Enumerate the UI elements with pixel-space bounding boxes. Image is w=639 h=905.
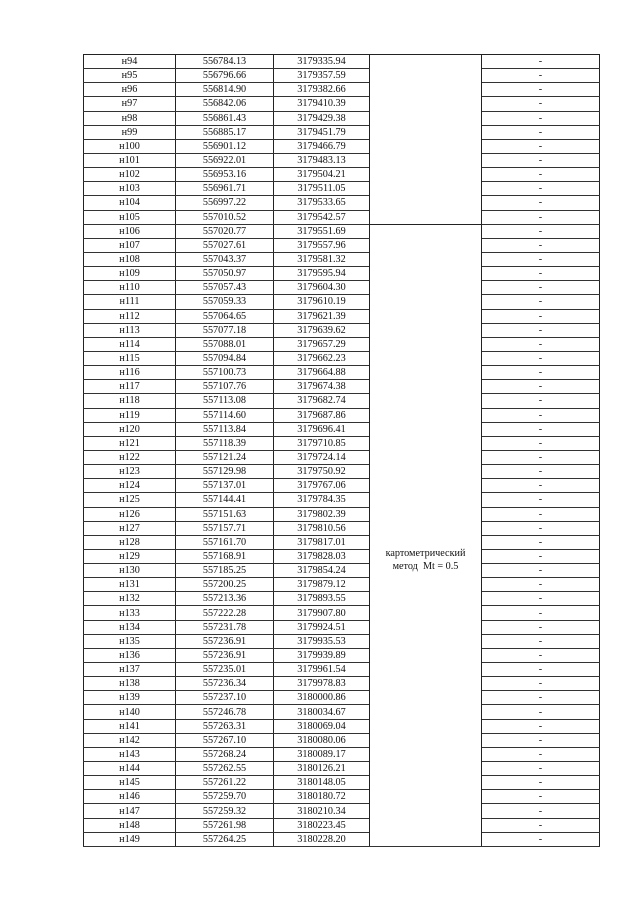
- y-coordinate-cell: 3179657.29: [274, 337, 370, 351]
- point-name-cell: н144: [84, 762, 176, 776]
- point-name-cell: н114: [84, 337, 176, 351]
- x-coordinate-cell: 557094.84: [176, 351, 274, 365]
- error-cell: -: [482, 337, 600, 351]
- error-cell: -: [482, 677, 600, 691]
- x-coordinate-cell: 557268.24: [176, 747, 274, 761]
- x-coordinate-cell: 557118.39: [176, 436, 274, 450]
- point-name-cell: н98: [84, 111, 176, 125]
- error-cell: -: [482, 351, 600, 365]
- x-coordinate-cell: 557261.22: [176, 776, 274, 790]
- y-coordinate-cell: 3179817.01: [274, 535, 370, 549]
- x-coordinate-cell: 556961.71: [176, 182, 274, 196]
- error-cell: -: [482, 366, 600, 380]
- point-name-cell: н126: [84, 507, 176, 521]
- point-name-cell: н95: [84, 69, 176, 83]
- y-coordinate-cell: 3179939.89: [274, 648, 370, 662]
- table-row: [84, 295, 600, 309]
- point-name-cell: н119: [84, 408, 176, 422]
- point-name-cell: н141: [84, 719, 176, 733]
- error-cell: -: [482, 295, 600, 309]
- y-coordinate-cell: 3179961.54: [274, 663, 370, 677]
- x-coordinate-cell: 557259.32: [176, 804, 274, 818]
- error-cell: -: [482, 790, 600, 804]
- y-coordinate-cell: 3179767.06: [274, 479, 370, 493]
- x-coordinate-cell: 556784.13: [176, 55, 274, 69]
- y-coordinate-cell: 3180089.17: [274, 747, 370, 761]
- table-row: [84, 549, 600, 563]
- error-cell: -: [482, 125, 600, 139]
- table-row: [84, 408, 600, 422]
- error-cell: -: [482, 380, 600, 394]
- error-cell: -: [482, 592, 600, 606]
- error-cell: -: [482, 139, 600, 153]
- error-cell: -: [482, 267, 600, 281]
- x-coordinate-cell: 557213.36: [176, 592, 274, 606]
- point-name-cell: н125: [84, 493, 176, 507]
- error-cell: -: [482, 663, 600, 677]
- table-row: [84, 479, 600, 493]
- table-row: [84, 267, 600, 281]
- y-coordinate-cell: 3179682.74: [274, 394, 370, 408]
- x-coordinate-cell: 557043.37: [176, 252, 274, 266]
- x-coordinate-cell: 557100.73: [176, 366, 274, 380]
- table-row: [84, 97, 600, 111]
- point-name-cell: н134: [84, 620, 176, 634]
- y-coordinate-cell: 3179357.59: [274, 69, 370, 83]
- y-coordinate-cell: 3179893.55: [274, 592, 370, 606]
- point-name-cell: н102: [84, 168, 176, 182]
- table-row: [84, 663, 600, 677]
- error-cell: -: [482, 323, 600, 337]
- y-coordinate-cell: 3179978.83: [274, 677, 370, 691]
- x-coordinate-cell: 557161.70: [176, 535, 274, 549]
- table-row: [84, 309, 600, 323]
- x-coordinate-cell: 557237.10: [176, 691, 274, 705]
- x-coordinate-cell: 556796.66: [176, 69, 274, 83]
- error-cell: -: [482, 394, 600, 408]
- method-cell: [370, 224, 482, 846]
- coordinates-table: [83, 54, 600, 847]
- error-cell: -: [482, 776, 600, 790]
- table-row: [84, 337, 600, 351]
- y-coordinate-cell: 3179724.14: [274, 450, 370, 464]
- y-coordinate-cell: 3179854.24: [274, 564, 370, 578]
- error-cell: -: [482, 309, 600, 323]
- error-cell: -: [482, 111, 600, 125]
- y-coordinate-cell: 3179924.51: [274, 620, 370, 634]
- table-row: [84, 366, 600, 380]
- error-cell: -: [482, 210, 600, 224]
- error-cell: -: [482, 564, 600, 578]
- table-row: [84, 493, 600, 507]
- table-row: [84, 224, 600, 238]
- y-coordinate-cell: 3180080.06: [274, 733, 370, 747]
- x-coordinate-cell: 557200.25: [176, 578, 274, 592]
- x-coordinate-cell: 557157.71: [176, 521, 274, 535]
- x-coordinate-cell: 557059.33: [176, 295, 274, 309]
- point-name-cell: н143: [84, 747, 176, 761]
- point-name-cell: н96: [84, 83, 176, 97]
- x-coordinate-cell: 557057.43: [176, 281, 274, 295]
- x-coordinate-cell: 557114.60: [176, 408, 274, 422]
- point-name-cell: н111: [84, 295, 176, 309]
- point-name-cell: н120: [84, 422, 176, 436]
- y-coordinate-cell: 3179662.23: [274, 351, 370, 365]
- y-coordinate-cell: 3179828.03: [274, 549, 370, 563]
- error-cell: -: [482, 804, 600, 818]
- table-row: [84, 507, 600, 521]
- error-cell: -: [482, 719, 600, 733]
- point-name-cell: н124: [84, 479, 176, 493]
- point-name-cell: н146: [84, 790, 176, 804]
- y-coordinate-cell: 3179935.53: [274, 634, 370, 648]
- point-name-cell: н136: [84, 648, 176, 662]
- x-coordinate-cell: 557185.25: [176, 564, 274, 578]
- error-cell: -: [482, 578, 600, 592]
- table-row: [84, 323, 600, 337]
- x-coordinate-cell: 557113.84: [176, 422, 274, 436]
- table-row: [84, 578, 600, 592]
- table-row: [84, 83, 600, 97]
- y-coordinate-cell: 3180148.05: [274, 776, 370, 790]
- error-cell: -: [482, 252, 600, 266]
- x-coordinate-cell: 557151.63: [176, 507, 274, 521]
- y-coordinate-cell: 3179687.86: [274, 408, 370, 422]
- error-cell: -: [482, 224, 600, 238]
- point-name-cell: н127: [84, 521, 176, 535]
- x-coordinate-cell: 557107.76: [176, 380, 274, 394]
- x-coordinate-cell: 557261.98: [176, 818, 274, 832]
- y-coordinate-cell: 3180180.72: [274, 790, 370, 804]
- point-name-cell: н117: [84, 380, 176, 394]
- x-coordinate-cell: 557144.41: [176, 493, 274, 507]
- table-row: [84, 733, 600, 747]
- y-coordinate-cell: 3179557.96: [274, 238, 370, 252]
- point-name-cell: н135: [84, 634, 176, 648]
- error-cell: -: [482, 747, 600, 761]
- y-coordinate-cell: 3180228.20: [274, 832, 370, 846]
- y-coordinate-cell: 3179621.39: [274, 309, 370, 323]
- x-coordinate-cell: 557113.08: [176, 394, 274, 408]
- y-coordinate-cell: 3179551.69: [274, 224, 370, 238]
- error-cell: -: [482, 436, 600, 450]
- point-name-cell: н130: [84, 564, 176, 578]
- x-coordinate-cell: 557137.01: [176, 479, 274, 493]
- table-row: [84, 436, 600, 450]
- point-name-cell: н106: [84, 224, 176, 238]
- point-name-cell: н149: [84, 832, 176, 846]
- x-coordinate-cell: 557020.77: [176, 224, 274, 238]
- error-cell: -: [482, 408, 600, 422]
- x-coordinate-cell: 557129.98: [176, 465, 274, 479]
- y-coordinate-cell: 3179504.21: [274, 168, 370, 182]
- y-coordinate-cell: 3179610.19: [274, 295, 370, 309]
- y-coordinate-cell: 3180069.04: [274, 719, 370, 733]
- point-name-cell: н118: [84, 394, 176, 408]
- error-cell: -: [482, 691, 600, 705]
- table-row: [84, 606, 600, 620]
- table-row: [84, 252, 600, 266]
- y-coordinate-cell: 3179533.65: [274, 196, 370, 210]
- table-row: [84, 705, 600, 719]
- y-coordinate-cell: 3179710.85: [274, 436, 370, 450]
- error-cell: -: [482, 634, 600, 648]
- point-name-cell: н132: [84, 592, 176, 606]
- table-row: [84, 648, 600, 662]
- y-coordinate-cell: 3179429.38: [274, 111, 370, 125]
- table-row: [84, 691, 600, 705]
- table-row: [84, 719, 600, 733]
- point-name-cell: н107: [84, 238, 176, 252]
- error-cell: -: [482, 182, 600, 196]
- table-row: [84, 804, 600, 818]
- x-coordinate-cell: 557027.61: [176, 238, 274, 252]
- x-coordinate-cell: 557121.24: [176, 450, 274, 464]
- point-name-cell: н113: [84, 323, 176, 337]
- table-row: [84, 677, 600, 691]
- x-coordinate-cell: 556842.06: [176, 97, 274, 111]
- y-coordinate-cell: 3179410.39: [274, 97, 370, 111]
- point-name-cell: н97: [84, 97, 176, 111]
- point-name-cell: н145: [84, 776, 176, 790]
- error-cell: -: [482, 832, 600, 846]
- error-cell: -: [482, 83, 600, 97]
- point-name-cell: н131: [84, 578, 176, 592]
- point-name-cell: н123: [84, 465, 176, 479]
- table-row: [84, 351, 600, 365]
- method-accuracy-text: метод Mt = 0.5: [392, 561, 459, 573]
- x-coordinate-cell: 557088.01: [176, 337, 274, 351]
- table-row: [84, 55, 600, 69]
- error-cell: -: [482, 168, 600, 182]
- x-coordinate-cell: 557077.18: [176, 323, 274, 337]
- table-row: [84, 281, 600, 295]
- table-row: [84, 535, 600, 549]
- error-cell: -: [482, 762, 600, 776]
- y-coordinate-cell: 3179595.94: [274, 267, 370, 281]
- x-coordinate-cell: 557168.91: [176, 549, 274, 563]
- point-name-cell: н128: [84, 535, 176, 549]
- x-coordinate-cell: 557263.31: [176, 719, 274, 733]
- y-coordinate-cell: 3179335.94: [274, 55, 370, 69]
- table-row: [84, 125, 600, 139]
- point-name-cell: н121: [84, 436, 176, 450]
- point-name-cell: н109: [84, 267, 176, 281]
- point-name-cell: н103: [84, 182, 176, 196]
- table-row: [84, 521, 600, 535]
- table-row: [84, 168, 600, 182]
- y-coordinate-cell: 3179542.57: [274, 210, 370, 224]
- error-cell: -: [482, 606, 600, 620]
- error-cell: -: [482, 238, 600, 252]
- error-cell: -: [482, 521, 600, 535]
- table-row: [84, 139, 600, 153]
- y-coordinate-cell: 3179810.56: [274, 521, 370, 535]
- x-coordinate-cell: 557064.65: [176, 309, 274, 323]
- point-name-cell: н129: [84, 549, 176, 563]
- error-cell: -: [482, 422, 600, 436]
- error-cell: -: [482, 196, 600, 210]
- error-cell: -: [482, 450, 600, 464]
- point-name-cell: н122: [84, 450, 176, 464]
- point-name-cell: н99: [84, 125, 176, 139]
- x-coordinate-cell: 556901.12: [176, 139, 274, 153]
- table-row: [84, 182, 600, 196]
- point-name-cell: н148: [84, 818, 176, 832]
- x-coordinate-cell: 557235.01: [176, 663, 274, 677]
- x-coordinate-cell: 557231.78: [176, 620, 274, 634]
- coordinates-table-body: [84, 55, 600, 847]
- method-name-text: картометрический: [385, 548, 466, 560]
- error-cell: -: [482, 479, 600, 493]
- table-row: [84, 818, 600, 832]
- x-coordinate-cell: 557236.91: [176, 634, 274, 648]
- table-row: [84, 776, 600, 790]
- table-row: [84, 450, 600, 464]
- x-coordinate-cell: 557236.91: [176, 648, 274, 662]
- error-cell: -: [482, 507, 600, 521]
- y-coordinate-cell: 3179581.32: [274, 252, 370, 266]
- method-cell-empty: [370, 55, 482, 225]
- y-coordinate-cell: 3179784.35: [274, 493, 370, 507]
- error-cell: -: [482, 818, 600, 832]
- table-row: [84, 564, 600, 578]
- y-coordinate-cell: 3179750.92: [274, 465, 370, 479]
- table-row: [84, 69, 600, 83]
- y-coordinate-cell: 3180210.34: [274, 804, 370, 818]
- x-coordinate-cell: 557050.97: [176, 267, 274, 281]
- point-name-cell: н139: [84, 691, 176, 705]
- point-name-cell: н105: [84, 210, 176, 224]
- error-cell: -: [482, 465, 600, 479]
- table-row: [84, 153, 600, 167]
- table-row: [84, 747, 600, 761]
- error-cell: -: [482, 535, 600, 549]
- point-name-cell: н138: [84, 677, 176, 691]
- table-row: [84, 620, 600, 634]
- table-row: [84, 762, 600, 776]
- y-coordinate-cell: 3179696.41: [274, 422, 370, 436]
- point-name-cell: н140: [84, 705, 176, 719]
- x-coordinate-cell: 557259.70: [176, 790, 274, 804]
- point-name-cell: н112: [84, 309, 176, 323]
- table-row: [84, 394, 600, 408]
- error-cell: -: [482, 281, 600, 295]
- y-coordinate-cell: 3180000.86: [274, 691, 370, 705]
- x-coordinate-cell: 557262.55: [176, 762, 274, 776]
- error-cell: -: [482, 493, 600, 507]
- table-row: [84, 634, 600, 648]
- x-coordinate-cell: 556997.22: [176, 196, 274, 210]
- y-coordinate-cell: 3179511.05: [274, 182, 370, 196]
- table-row: [84, 380, 600, 394]
- table-row: [84, 111, 600, 125]
- table-row: [84, 238, 600, 252]
- point-name-cell: н108: [84, 252, 176, 266]
- error-cell: -: [482, 648, 600, 662]
- x-coordinate-cell: 556922.01: [176, 153, 274, 167]
- error-cell: -: [482, 153, 600, 167]
- error-cell: -: [482, 620, 600, 634]
- x-coordinate-cell: 557222.28: [176, 606, 274, 620]
- point-name-cell: н101: [84, 153, 176, 167]
- x-coordinate-cell: 556814.90: [176, 83, 274, 97]
- point-name-cell: н94: [84, 55, 176, 69]
- point-name-cell: н115: [84, 351, 176, 365]
- y-coordinate-cell: 3179879.12: [274, 578, 370, 592]
- x-coordinate-cell: 557236.34: [176, 677, 274, 691]
- y-coordinate-cell: 3179639.62: [274, 323, 370, 337]
- y-coordinate-cell: 3180034.67: [274, 705, 370, 719]
- error-cell: -: [482, 705, 600, 719]
- point-name-cell: н110: [84, 281, 176, 295]
- x-coordinate-cell: 557010.52: [176, 210, 274, 224]
- x-coordinate-cell: 557267.10: [176, 733, 274, 747]
- error-cell: -: [482, 549, 600, 563]
- table-row: [84, 210, 600, 224]
- y-coordinate-cell: 3179802.39: [274, 507, 370, 521]
- table-row: [84, 422, 600, 436]
- x-coordinate-cell: 556861.43: [176, 111, 274, 125]
- point-name-cell: н133: [84, 606, 176, 620]
- point-name-cell: н147: [84, 804, 176, 818]
- error-cell: -: [482, 69, 600, 83]
- point-name-cell: н137: [84, 663, 176, 677]
- y-coordinate-cell: 3179664.88: [274, 366, 370, 380]
- table-row: [84, 790, 600, 804]
- x-coordinate-cell: 556885.17: [176, 125, 274, 139]
- x-coordinate-cell: 556953.16: [176, 168, 274, 182]
- error-cell: -: [482, 733, 600, 747]
- y-coordinate-cell: 3179604.30: [274, 281, 370, 295]
- table-row: [84, 465, 600, 479]
- y-coordinate-cell: 3179451.79: [274, 125, 370, 139]
- y-coordinate-cell: 3180223.45: [274, 818, 370, 832]
- y-coordinate-cell: 3179483.13: [274, 153, 370, 167]
- error-cell: -: [482, 55, 600, 69]
- point-name-cell: н104: [84, 196, 176, 210]
- table-row: [84, 592, 600, 606]
- point-name-cell: н142: [84, 733, 176, 747]
- y-coordinate-cell: 3179466.79: [274, 139, 370, 153]
- x-coordinate-cell: 557264.25: [176, 832, 274, 846]
- x-coordinate-cell: 557246.78: [176, 705, 274, 719]
- table-row: [84, 832, 600, 846]
- error-cell: -: [482, 97, 600, 111]
- y-coordinate-cell: 3180126.21: [274, 762, 370, 776]
- y-coordinate-cell: 3179907.80: [274, 606, 370, 620]
- point-name-cell: н100: [84, 139, 176, 153]
- point-name-cell: н116: [84, 366, 176, 380]
- table-row: [84, 196, 600, 210]
- y-coordinate-cell: 3179674.38: [274, 380, 370, 394]
- y-coordinate-cell: 3179382.66: [274, 83, 370, 97]
